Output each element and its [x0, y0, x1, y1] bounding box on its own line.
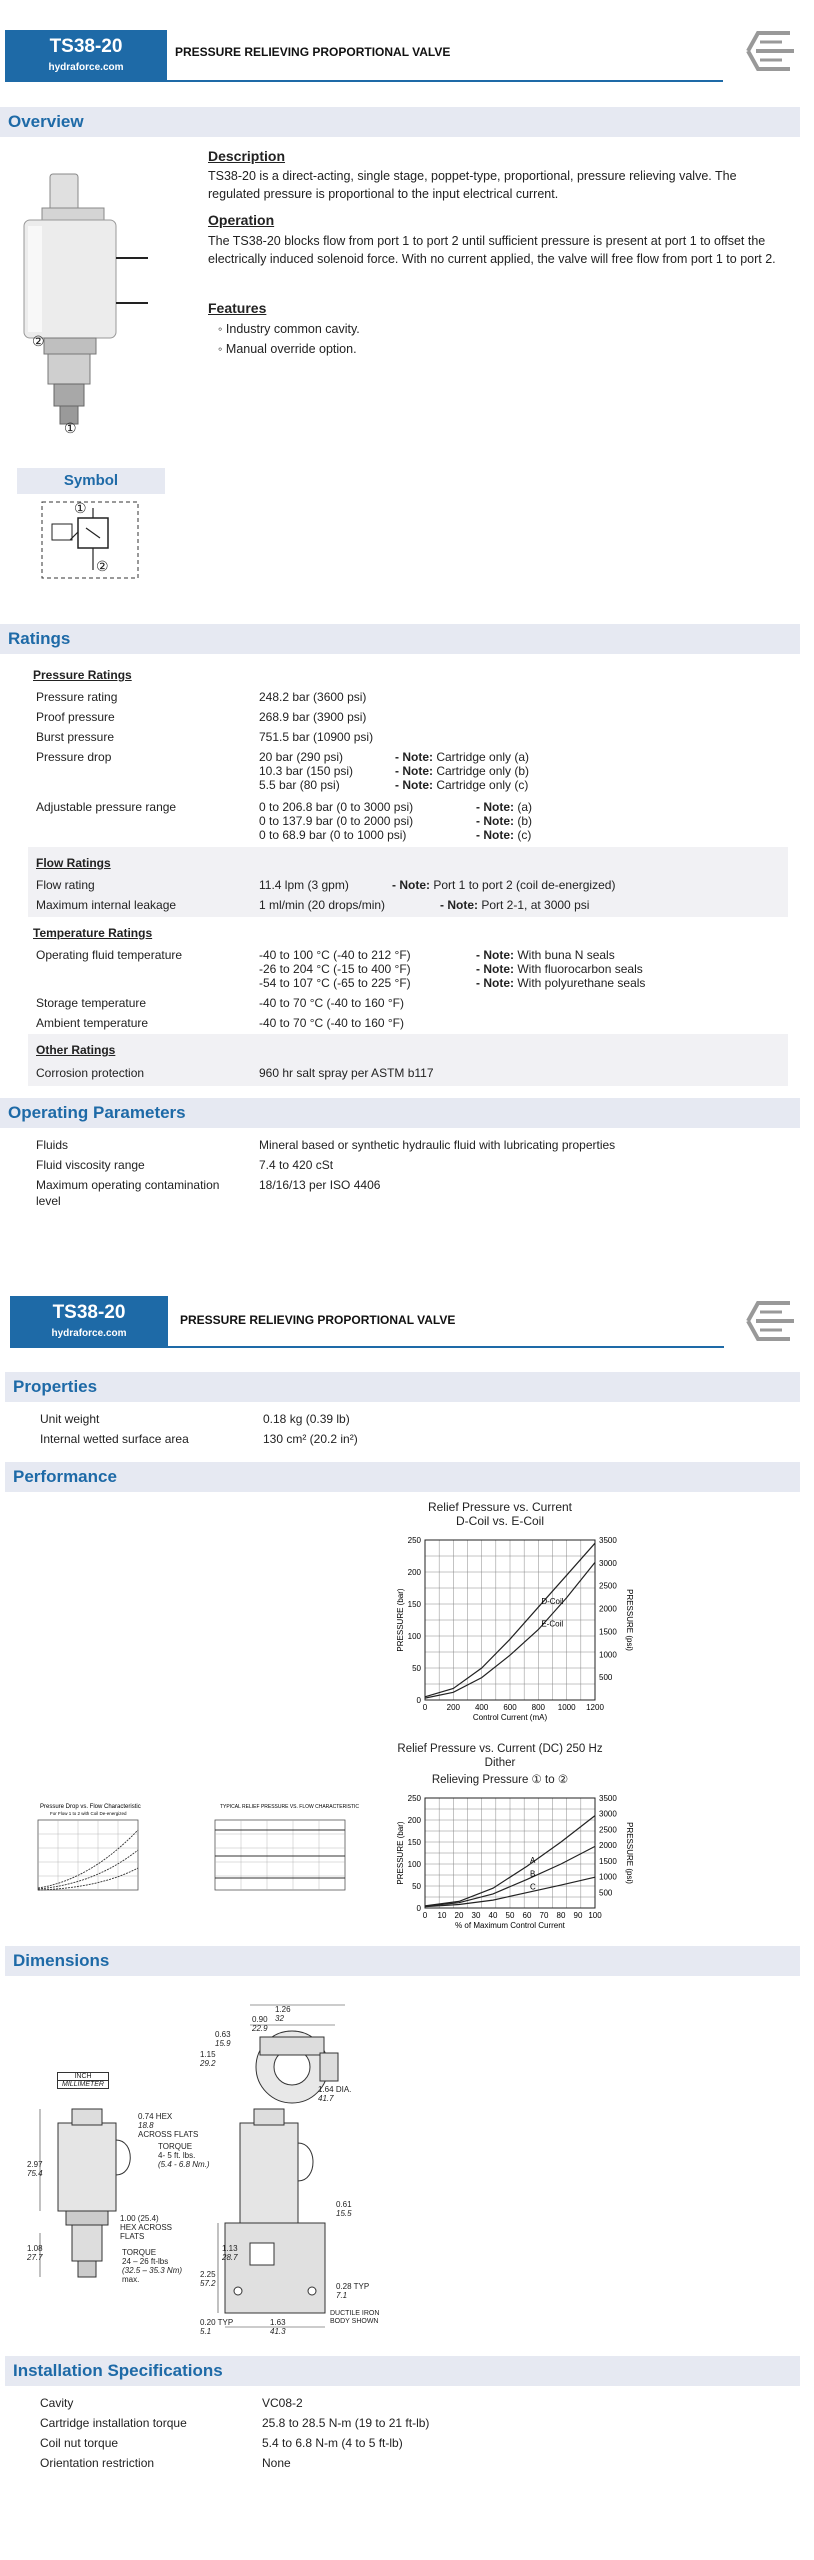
orientation-label: Orientation restriction [40, 2456, 155, 2470]
dim-value: 2.97 [27, 2160, 43, 2169]
note-label: - Note: [476, 800, 514, 814]
y-tick-label: 50 [412, 1664, 421, 1673]
contamination-value: 18/16/13 per ISO 4406 [259, 1178, 381, 1192]
unit-weight-label: Unit weight [40, 1412, 100, 1426]
unit-mm: MILLIMETER [61, 2081, 104, 2088]
dim-label [336, 2200, 352, 2218]
symbol-port-2: ② [96, 558, 109, 574]
torque-large-label [122, 2248, 182, 2284]
dim-label [222, 2244, 238, 2262]
proof-pressure-value: 268.9 bar (3900 psi) [259, 710, 367, 724]
dim-label [275, 2005, 291, 2023]
feature-item: ◦ Industry common cavity. [218, 322, 360, 336]
torque-small-label [158, 2142, 210, 2169]
product-code: TS38-20 [52, 1302, 126, 1323]
y-tick-label: 50 [412, 1882, 421, 1891]
dim-value: 0.28 TYP [336, 2282, 370, 2291]
overview-section [0, 107, 800, 137]
dim-label [270, 2318, 286, 2336]
website: hydraforce.com [51, 1328, 127, 1339]
x-axis-label: % of Maximum Control Current [455, 1921, 565, 1930]
y2-tick-label: 1000 [599, 1872, 617, 1882]
y2-tick-label: 3500 [599, 1536, 617, 1545]
note-text: Cartridge only (a) [436, 750, 530, 764]
x-tick-label: 50 [505, 1911, 515, 1920]
chart1-title: Relief Pressure vs. Current [427, 1500, 573, 1514]
cavity-label: Cavity [40, 2396, 74, 2410]
x-tick-label: 40 [488, 1911, 498, 1920]
note-label: - Note: [440, 898, 478, 912]
wetted-area-value: 130 cm² (20.2 in²) [263, 1432, 358, 1446]
y-tick-label: 100 [407, 1632, 421, 1641]
dimensions-section [5, 1946, 800, 1976]
x-tick-label: 30 [471, 1911, 481, 1920]
orientation-value: None [262, 2456, 291, 2470]
note-text: (a) [517, 800, 533, 814]
ductile-iron: DUCTILE IRON [330, 2310, 380, 2317]
y-tick-label: 200 [407, 1816, 421, 1825]
x-tick-label: 800 [531, 1703, 546, 1712]
note-text: Cartridge only (b) [436, 764, 530, 778]
dim-value-mm: 22.9 [252, 2024, 268, 2033]
operation-text: The TS38-20 blocks flow from port 1 to port 2 until sufficient pressure is present at port 1 to offset the electrically induced solenoid force. With no current applied, the valve will free flow from port 1 to port 2. [208, 234, 776, 266]
y2-tick-label: 2000 [599, 1841, 617, 1851]
hex-large-3: FLATS [120, 2232, 145, 2241]
hex-large-2: HEX ACROSS [120, 2223, 173, 2232]
symbol-box [17, 468, 165, 494]
ambient-temp-value: -40 to 70 °C (-40 to 160 °F) [259, 1016, 404, 1030]
y-tick-label: 0 [416, 1904, 421, 1913]
dim-dia: DIA. [335, 2085, 352, 2094]
x-tick-label: 70 [539, 1911, 549, 1920]
temperature-ratings-heading: Temperature Ratings [33, 926, 153, 940]
ratings-section [0, 624, 800, 654]
relief-flow-chart-thumbnail [200, 1800, 365, 1910]
pressure-rating-value: 248.2 bar (3600 psi) [259, 690, 367, 704]
dim-value: 1.26 [275, 2005, 291, 2014]
x-tick-label: 1200 [586, 1703, 604, 1712]
dim-value-mm: 7.1 [336, 2291, 348, 2300]
dim-value: 0.90 [252, 2015, 268, 2024]
cartridge-torque-value: 25.8 to 28.5 N-m (19 to 21 ft-lb) [262, 2416, 430, 2430]
note-text: With fluorocarbon seals [517, 962, 643, 976]
valve-port-2-label: ② [32, 333, 45, 349]
page2-header-title: PRESSURE RELIEVING PROPORTIONAL VALVE [180, 1313, 456, 1327]
cartridge-torque-label: Cartridge installation torque [40, 2416, 187, 2430]
storage-temp-label: Storage temperature [36, 996, 147, 1010]
svg-text:For Flow 1 to 2 with Coil De-e: For Flow 1 to 2 with Coil De-energized [50, 1811, 127, 1816]
properties-section [5, 1372, 800, 1402]
pressure-ratings-heading: Pressure Ratings [33, 668, 132, 682]
page2-header-tag [10, 1296, 168, 1348]
torque-small-nm: (5.4 - 6.8 Nm.) [158, 2160, 210, 2169]
note-text: (c) [517, 828, 532, 842]
burst-pressure-value: 751.5 bar (10900 psi) [259, 730, 374, 744]
y-axis-label: PRESSURE (bar) [396, 1821, 405, 1885]
wetted-area-label: Internal wetted surface area [40, 1432, 189, 1446]
product-code: TS38-20 [49, 36, 123, 57]
svg-text:TYPICAL RELIEF PRESSURE VS. FL: TYPICAL RELIEF PRESSURE VS. FLOW CHARACTERISTIC [220, 1804, 360, 1810]
feature-2: Manual override option. [225, 342, 357, 356]
chart1-relief-pressure-vs-current [380, 1528, 650, 1728]
y-axis-label: PRESSURE (bar) [396, 1588, 405, 1652]
dim-value-mm: 27.7 [27, 2253, 43, 2262]
fluids-value: Mineral based or synthetic hydraulic fluid with lubricating properties [259, 1138, 616, 1152]
adjustable-value-b: 0 to 137.9 bar (0 to 2000 psi) [259, 814, 414, 828]
series-label: B [530, 1869, 536, 1879]
dim-value-mm: 28.7 [222, 2253, 238, 2262]
y-tick-label: 200 [407, 1568, 421, 1577]
header-rule [167, 80, 723, 82]
dim-label [200, 2318, 233, 2336]
symbol-port-1: ① [74, 500, 87, 516]
hex-large: 1.00 (25.4) [120, 2214, 159, 2223]
series-label: C [530, 1882, 536, 1892]
y-tick-label: 100 [407, 1860, 421, 1869]
note-text: Cartridge only (c) [436, 778, 529, 792]
chart2-subtitle: Relieving Pressure ① to ② [431, 1774, 569, 1786]
hydraforce-logo-icon [738, 28, 798, 74]
other-ratings-heading: Other Ratings [36, 1043, 116, 1057]
hex-small-mm: 18.8 [138, 2121, 154, 2130]
dim-label [200, 2050, 216, 2068]
unit-weight-value: 0.18 kg (0.39 lb) [263, 1412, 350, 1426]
flow-rating-value: 11.4 lpm (3 gpm) [259, 878, 349, 892]
valve-port-1-label: ① [64, 420, 77, 436]
pressure-drop-note-a [395, 750, 529, 764]
coil-nut-torque-value: 5.4 to 6.8 N-m (4 to 5 ft-lb) [262, 2436, 403, 2450]
x-tick-label: 0 [422, 1703, 428, 1712]
feature-item: ◦ Manual override option. [218, 342, 357, 356]
adjustable-value-a: 0 to 206.8 bar (0 to 3000 psi) [259, 800, 414, 814]
operating-parameters-section [0, 1098, 800, 1128]
dim-value-mm: 15.9 [215, 2039, 231, 2048]
y-tick-label: 250 [407, 1536, 421, 1545]
symbol-title: Symbol [63, 472, 119, 489]
fluid-temp-value-3: -54 to 107 °C (-65 to 225 °F) [259, 976, 411, 990]
description-text: TS38-20 is a direct-acting, single stage, poppet-type, proportional, pressure relieving valve. The regulated pressure is proportional to the input electrical current. [208, 169, 737, 201]
coil-nut-torque-label: Coil nut torque [40, 2436, 119, 2450]
pressure-drop-note-b [395, 764, 529, 778]
dim-value: 1.64 [318, 2085, 334, 2094]
viscosity-value: 7.4 to 420 cSt [259, 1158, 334, 1172]
flow-ratings-heading: Flow Ratings [36, 856, 111, 870]
adjustable-note-c [476, 828, 531, 842]
corrosion-label: Corrosion protection [36, 1066, 145, 1080]
pressure-drop-note-c [395, 778, 528, 792]
dim-value-mm: 41.3 [270, 2327, 286, 2336]
note-text: With polyurethane seals [517, 976, 646, 990]
dim-value: 0.61 [336, 2200, 352, 2209]
chart2-relief-pressure-vs-current-dither [380, 1786, 650, 1936]
website: hydraforce.com [48, 62, 124, 73]
dim-value-mm: 5.1 [200, 2327, 212, 2336]
y-tick-label: 0 [416, 1696, 421, 1705]
leakage-value: 1 ml/min (20 drops/min) [259, 898, 386, 912]
viscosity-label: Fluid viscosity range [36, 1158, 145, 1172]
svg-text:Pressure Drop vs. Flow Charact: Pressure Drop vs. Flow Characteristic [40, 1804, 141, 1810]
dim-value: 1.13 [222, 2244, 238, 2253]
contamination-label-line2: level [36, 1194, 61, 1208]
properties-title: Properties [13, 1377, 98, 1396]
fluids-label: Fluids [36, 1138, 69, 1152]
dim-value-mm: 32 [275, 2014, 284, 2023]
flow-rating-note [392, 878, 615, 892]
note-label: - Note: [395, 764, 433, 778]
adjustable-note-a [476, 800, 532, 814]
y2-axis-label: PRESSURE (psi) [625, 1822, 634, 1884]
pressure-drop-label: Pressure drop [36, 750, 112, 764]
adjustable-range-label: Adjustable pressure range [36, 800, 177, 814]
chart1-subtitle: D-Coil vs. E-Coil [455, 1514, 544, 1528]
dim-value-mm: 57.2 [200, 2279, 216, 2288]
note-label: - Note: [392, 878, 430, 892]
pressure-drop-value-a: 20 bar (290 psi) [259, 750, 344, 764]
y-tick-label: 150 [407, 1838, 421, 1847]
hex-large-label [120, 2214, 172, 2241]
note-label: - Note: [476, 962, 514, 976]
fluid-temp-note-2 [476, 962, 643, 976]
fluid-temp-label: Operating fluid temperature [36, 948, 183, 962]
x-tick-label: 10 [437, 1911, 447, 1920]
y2-tick-label: 2500 [599, 1581, 617, 1591]
body-shown: BODY SHOWN [330, 2318, 379, 2325]
y2-axis-label: PRESSURE (psi) [625, 1589, 634, 1651]
note-text: (b) [517, 814, 533, 828]
page1-header-title: PRESSURE RELIEVING PROPORTIONAL VALVE [175, 45, 451, 59]
y2-tick-label: 1500 [599, 1856, 617, 1866]
x-tick-label: 90 [573, 1911, 583, 1920]
x-tick-label: 200 [446, 1703, 461, 1712]
fluid-temp-note-3 [476, 976, 645, 990]
installation-section [5, 2356, 800, 2386]
y2-tick-label: 500 [599, 1673, 613, 1683]
series-label: A [530, 1856, 536, 1866]
x-axis-label: Control Current (mA) [472, 1713, 548, 1722]
note-label: - Note: [476, 948, 514, 962]
burst-pressure-label: Burst pressure [36, 730, 115, 744]
description-heading: Description [208, 148, 286, 164]
dim-value-mm: 29.2 [200, 2059, 216, 2068]
adjustable-note-b [476, 814, 532, 828]
dim-value: 1.63 [270, 2318, 286, 2327]
cavity-value: VC08-2 [262, 2396, 303, 2410]
dim-value: 1.08 [27, 2244, 43, 2253]
note-text: Port 1 to port 2 (coil de-energized) [433, 878, 616, 892]
corrosion-value: 960 hr salt spray per ASTM b117 [259, 1066, 434, 1080]
page1-header-tag [5, 30, 167, 82]
y2-tick-label: 500 [599, 1888, 613, 1898]
dim-value-mm: 75.4 [27, 2169, 43, 2178]
dim-value: 2.25 [200, 2270, 216, 2279]
y2-tick-label: 2000 [599, 1604, 617, 1614]
dim-label [200, 2270, 216, 2288]
x-tick-label: 0 [422, 1911, 428, 1920]
storage-temp-value: -40 to 70 °C (-40 to 160 °F) [259, 996, 404, 1010]
torque-large-max: max. [122, 2275, 140, 2284]
valve-image [18, 168, 168, 438]
y2-tick-label: 3500 [599, 1794, 617, 1803]
x-tick-label: 60 [522, 1911, 532, 1920]
ductile-iron-note [330, 2310, 379, 2326]
hex-small-label [138, 2112, 198, 2139]
overview-title: Overview [8, 112, 84, 131]
contamination-label-line1: Maximum operating contamination [36, 1178, 220, 1192]
note-text: Port 2-1, at 3000 psi [481, 898, 590, 912]
x-tick-label: 400 [474, 1703, 489, 1712]
dim-label [27, 2160, 43, 2178]
chart2-title: Relief Pressure vs. Current (DC) 250 Hz Dither [397, 1743, 603, 1769]
y2-tick-label: 2500 [599, 1825, 617, 1835]
series-label: D-Coil [541, 1597, 564, 1607]
features-heading: Features [208, 300, 267, 316]
fluid-temp-note-1 [476, 948, 615, 962]
dim-value-mm: 15.5 [336, 2209, 352, 2218]
fluid-temp-value-1: -40 to 100 °C (-40 to 212 °F) [259, 948, 411, 962]
note-label: - Note: [395, 778, 433, 792]
dim-value: 0.63 [215, 2030, 231, 2039]
unit-inch: INCH [58, 2073, 108, 2081]
hydraulic-symbol-icon [40, 500, 140, 580]
series-label: E-Coil [541, 1619, 564, 1629]
pressure-rating-label: Pressure rating [36, 690, 118, 704]
hex-small: 0.74 HEX [138, 2112, 173, 2121]
performance-title: Performance [13, 1467, 117, 1486]
torque-large-val: 24 – 26 ft-lbs [122, 2257, 169, 2266]
x-tick-label: 80 [556, 1911, 566, 1920]
x-tick-label: 20 [454, 1911, 464, 1920]
proof-pressure-label: Proof pressure [36, 710, 115, 724]
x-tick-label: 1000 [557, 1703, 576, 1712]
torque-large-nm: (32.5 – 35.3 Nm) [122, 2266, 183, 2275]
dim-value: 0.20 TYP [200, 2318, 234, 2327]
flow-rating-label: Flow rating [36, 878, 95, 892]
installation-title: Installation Specifications [13, 2361, 223, 2380]
torque-small-val: 4- 5 ft. lbs. [158, 2151, 196, 2160]
dim-value-mm: 41.7 [318, 2094, 334, 2103]
y-tick-label: 150 [407, 1600, 421, 1609]
feature-1: Industry common cavity. [225, 322, 360, 336]
fluid-temp-value-2: -26 to 204 °C (-15 to 400 °F) [259, 962, 411, 976]
y-tick-label: 250 [407, 1794, 421, 1803]
operation-heading: Operation [208, 212, 275, 228]
performance-section [5, 1462, 800, 1492]
dim-label [336, 2282, 369, 2300]
across-flats: ACROSS FLATS [138, 2130, 199, 2139]
torque-large: TORQUE [122, 2248, 157, 2257]
dim-label [318, 2085, 351, 2103]
operating-parameters-title: Operating Parameters [8, 1103, 186, 1122]
pressure-drop-chart-thumbnail [20, 1800, 175, 1910]
dim-value: 1.15 [200, 2050, 216, 2059]
y2-tick-label: 3000 [599, 1558, 617, 1568]
x-tick-label: 600 [503, 1703, 517, 1712]
leakage-label: Maximum internal leakage [36, 898, 177, 912]
pressure-drop-value-b: 10.3 bar (150 psi) [259, 764, 354, 778]
dimensions-title: Dimensions [13, 1951, 110, 1970]
y2-tick-label: 1000 [599, 1650, 617, 1660]
x-tick-label: 100 [588, 1911, 602, 1920]
note-label: - Note: [476, 814, 514, 828]
adjustable-value-c: 0 to 68.9 bar (0 to 1000 psi) [259, 828, 407, 842]
ratings-title: Ratings [8, 629, 71, 648]
note-label: - Note: [476, 828, 514, 842]
note-label: - Note: [476, 976, 514, 990]
torque-small: TORQUE [158, 2142, 193, 2151]
note-label: - Note: [395, 750, 433, 764]
y2-tick-label: 3000 [599, 1809, 617, 1819]
leakage-note [440, 898, 589, 912]
header-rule [168, 1346, 724, 1348]
pressure-drop-value-c: 5.5 bar (80 psi) [259, 778, 340, 792]
note-text: With buna N seals [517, 948, 615, 962]
dim-label [27, 2244, 43, 2262]
dim-label [215, 2030, 231, 2048]
dim-label [252, 2015, 268, 2033]
ambient-temp-label: Ambient temperature [36, 1016, 149, 1030]
y2-tick-label: 1500 [599, 1627, 617, 1637]
hydraforce-logo-icon [738, 1298, 798, 1344]
